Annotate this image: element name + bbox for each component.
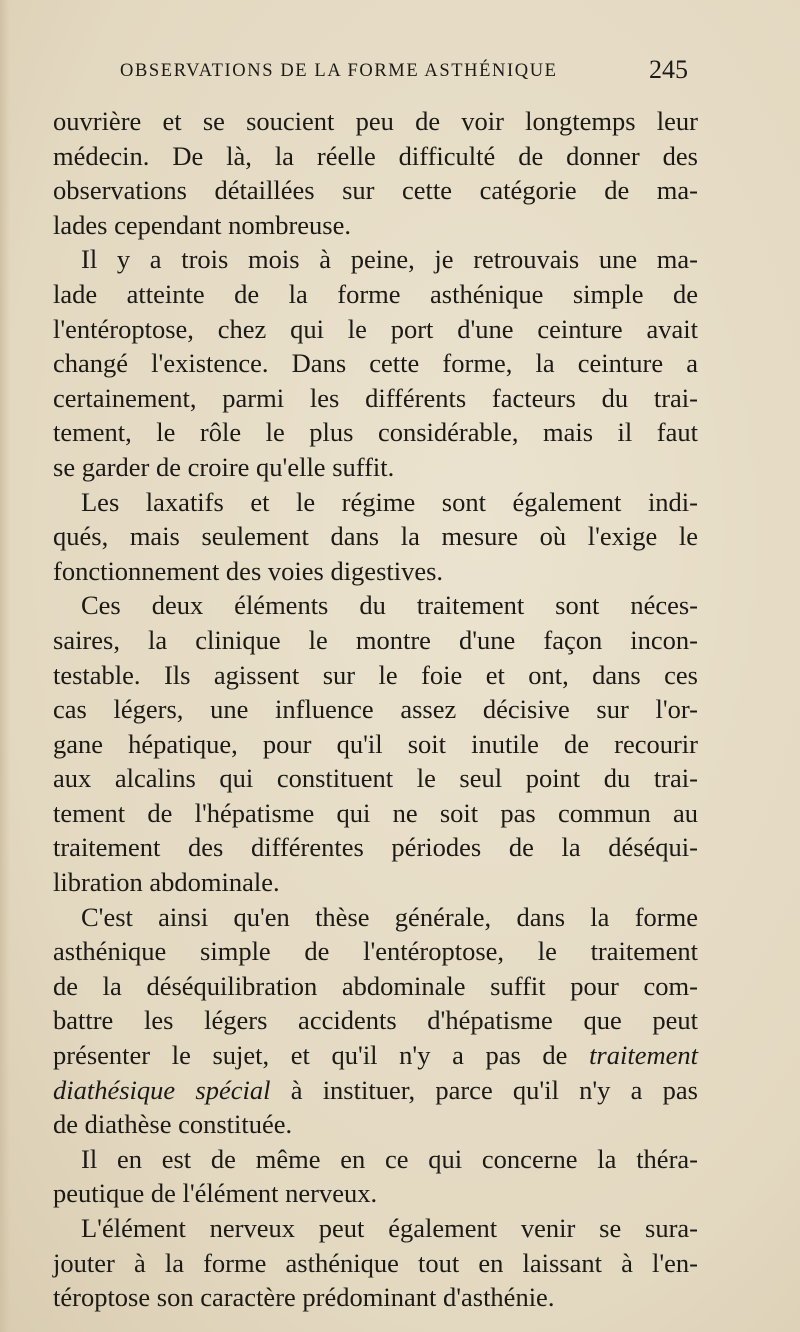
text-line: C'est ainsi qu'en thèse générale, dans la forme: [81, 901, 698, 932]
running-title: OBSERVATIONS DE LA FORME ASTHÉNIQUE: [120, 61, 558, 81]
text-line: tement de l'hépatisme qui ne soit pas commun au: [53, 797, 698, 828]
text-line: L'élément nerveux peut également venir se sura-: [81, 1213, 698, 1243]
text-line: Ces deux éléments du traitement sont néces-: [81, 590, 698, 621]
page-edge-shadow: [0, 0, 10, 1332]
text-line: lades cependant nombreuse.: [53, 209, 352, 240]
text-line: aux alcalins qui constituent le seul point du trai-: [53, 763, 698, 794]
text-line: gane hépatique, pour qu'il soit inutile de recourir: [53, 728, 698, 759]
text-line: asthénique simple de l'entéroptose, le traitement: [53, 936, 698, 967]
page-header: [120, 55, 688, 91]
text-line: libration abdominale.: [53, 867, 280, 898]
italic-text: diathésique spécial: [53, 1074, 271, 1105]
text-line: Il en est de même en ce qui concerne la théra-: [81, 1143, 698, 1174]
line-text: à instituer, parce qu'il n'y a pas: [290, 1074, 698, 1105]
line-text: présenter le sujet, et qu'il n'y a pas de: [53, 1040, 568, 1071]
text-line: [53, 1073, 698, 1108]
text-line: traitement des différentes périodes de la déséqui-: [53, 832, 698, 863]
text-line: lade atteinte de la forme asthénique simple de: [53, 278, 698, 309]
text-line: tement, le rôle le plus considérable, mais il faut: [53, 417, 698, 448]
text-line: de diathèse constituée.: [53, 1109, 293, 1140]
text-line: testable. Ils agissent sur le foie et ont, dans ces: [53, 659, 698, 690]
text-line: certainement, parmi les différents facteurs du trai-: [53, 382, 698, 413]
text-line: saires, la clinique le montre d'une façon incon-: [53, 624, 698, 655]
text-line: se garder de croire qu'elle suffit.: [53, 451, 395, 482]
text-line: médecin. De là, la réelle difficulté de donner des: [53, 140, 698, 171]
text-line: peutique de l'élément nerveux.: [53, 1178, 378, 1209]
page-number: 245: [649, 55, 688, 84]
text-line: observations détaillées sur cette catégorie de ma-: [53, 175, 698, 206]
text-line: qués, mais seulement dans la mesure où l'exige le: [53, 521, 698, 552]
text-line: téroptose son caractère prédominant d'asthénie.: [53, 1282, 555, 1313]
text-line: battre les légers accidents d'hépatisme que peut: [53, 1005, 698, 1036]
italic-text: traitement: [589, 1040, 698, 1071]
text-line: ouvrière et se soucient peu de voir longtemps leur: [53, 106, 698, 136]
body-text: [53, 104, 698, 1315]
text-line: l'entéroptose, chez qui le port d'une ceinture avait: [53, 313, 698, 344]
text-line: Les laxatifs et le régime sont également indi-: [81, 486, 698, 517]
text-line: [53, 1038, 698, 1073]
text-line: changé l'existence. Dans cette forme, la ceinture a: [53, 348, 698, 379]
text-line: fonctionnement des voies digestives.: [53, 555, 444, 586]
text-line: Il y a trois mois à peine, je retrouvais une ma-: [81, 244, 698, 275]
text-line: de la déséquilibration abdominale suffit pour com-: [53, 970, 698, 1001]
text-line: cas légers, une influence assez décisive sur l'or-: [53, 694, 698, 725]
text-line: jouter à la forme asthénique tout en laissant à l'en-: [53, 1247, 698, 1278]
